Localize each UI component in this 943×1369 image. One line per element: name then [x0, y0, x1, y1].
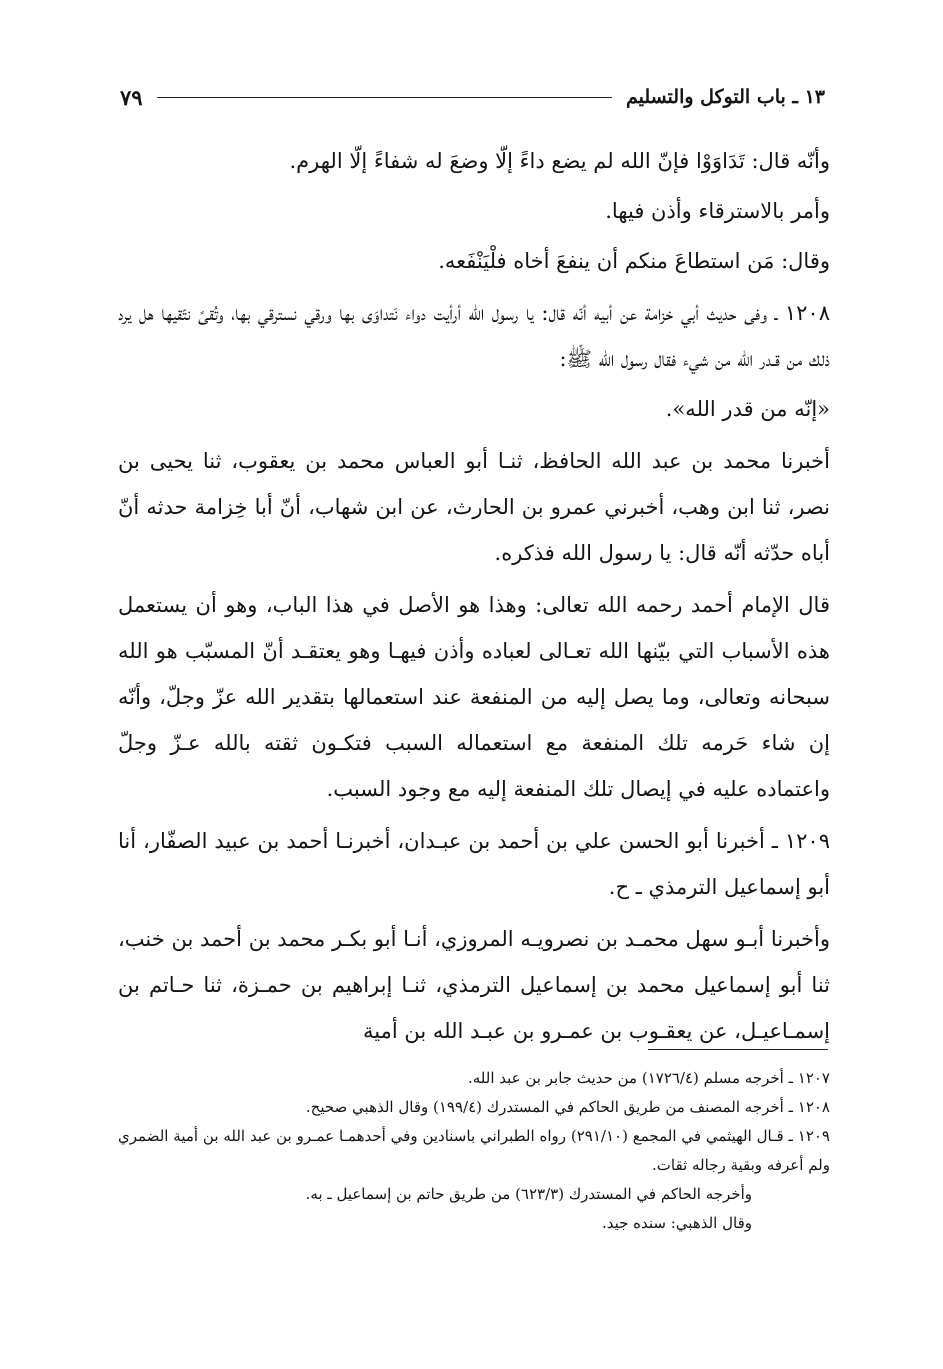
hadith-1209: ١٢٠٩ ـ أخبرنا أبو الحسن علي بن أحمد بن عبـدان، أخبرنـا أحمد بن عبيد الصفّار، أنا أبو إسماعيل الترمذي ـ ح.	[118, 829, 830, 899]
footnote-continuation: وأخرجه الحاكم في المستدرك (٦٢٣/٣) من طريق حاتم بن إسماعيل ـ به.	[305, 1185, 752, 1203]
footnote-1208: ١٢٠٨ ـ أخرجه المصنف من طريق الحاكم في المستدرك (١٩٩/٤) وقال الذهبي صحيح.	[305, 1098, 830, 1116]
running-header	[120, 80, 825, 114]
footnote-1209: ١٢٠٩ ـ قـال الهيثمي في المجمع (٢٩١/١٠) رواه الطبراني باسنادين وفي أحدهمـا عمـرو بن عبد الله بن أمية الضمري ولم أعرفه وبقية رجاله ثقات.	[118, 1127, 830, 1174]
isnad-paragraph: أخبرنا محمد بن عبد الله الحافظ، ثنـا أبو العباس محمد بن يعقوب، ثنا يحيى بن نصر، ثنا ابن وهب، أخبرني عمرو بن الحارث، عن ابن شهاب، أنّ أبا خِزامة حدثه أنّ أباه حدّثه أنّه قال: يا رسول الله فذكره.	[118, 449, 830, 565]
isnad-paragraph: وأخبرنا أبـو سهل محمـد بن نصرويـه المروزي، أنـا أبو بكـر محمد بن أحمد بن خنب، ثنا أبو إسماعيل محمد بن إسماعيل الترمذي، ثنـا إبراهيم بن حمـزة، ثنا حـاتم بن إسمـاعيـل، عن يعقـوب بن عمـرو بن عبـد الله بن أمية	[118, 927, 830, 1043]
footnotes	[118, 1064, 830, 1238]
footnote-rule	[648, 1049, 828, 1050]
paragraph: «إنّه من قدر الله».	[665, 397, 830, 421]
paragraph: وأمر بالاسترقاء وأذن فيها.	[605, 199, 830, 223]
page-number: ٧٩	[120, 84, 143, 110]
footnote-1207: ١٢٠٧ ـ أخرجه مسلم (١٧٢٦/٤) من حديث جابر بن عبد الله.	[467, 1069, 830, 1087]
hadith-1208: ١٢٠٨ ـ وفى حديث أبي خزامة عن أبيه أنّه قال: يا رسول الله أرأيت دواء نَتداوَى بها ورقي نسترقي بها، وتُقىً نتّقيها هل يرد ذلك من قـدر الله من شيء فقال رسول الله ﷺ:	[118, 301, 830, 371]
paragraph: وقال: مَن استطاعَ منكم أن ينفعَ أخاه فلْيَنْفَعه.	[438, 249, 830, 273]
header-rule	[157, 97, 612, 98]
main-text	[118, 138, 830, 1058]
paragraph: وأنّه قال: تَدَاوَوْا فإنّ الله لم يضع داءً إلّا وضعَ له شفاءً إلّا الهرم.	[289, 149, 830, 173]
commentary-paragraph: قال الإمام أحمد رحمه الله تعالى: وهذا هو الأصل في هذا الباب، وهو أن يستعمل هذه الأسباب التي بيّنها الله تعـالى لعباده وأذن فيهـا وهو يعتقـد أنّ المسبّب هو الله سبحانه وتعالى، وما يصل إليه من المنفعة عند استعمالها بتقدير الله عزّ وجلّ، وأنّه إن شاء حَرمه تلك المنفعة مع استعماله السبب فتكـون ثقته بالله عـزّ وجلّ واعتماده عليه في إيصال تلك المنفعة إليه مع وجود السبب.	[118, 593, 830, 801]
chapter-title: ١٣ ـ باب التوكل والتسليم	[625, 86, 825, 108]
footnote-continuation: وقال الذهبي: سنده جيد.	[601, 1214, 752, 1232]
